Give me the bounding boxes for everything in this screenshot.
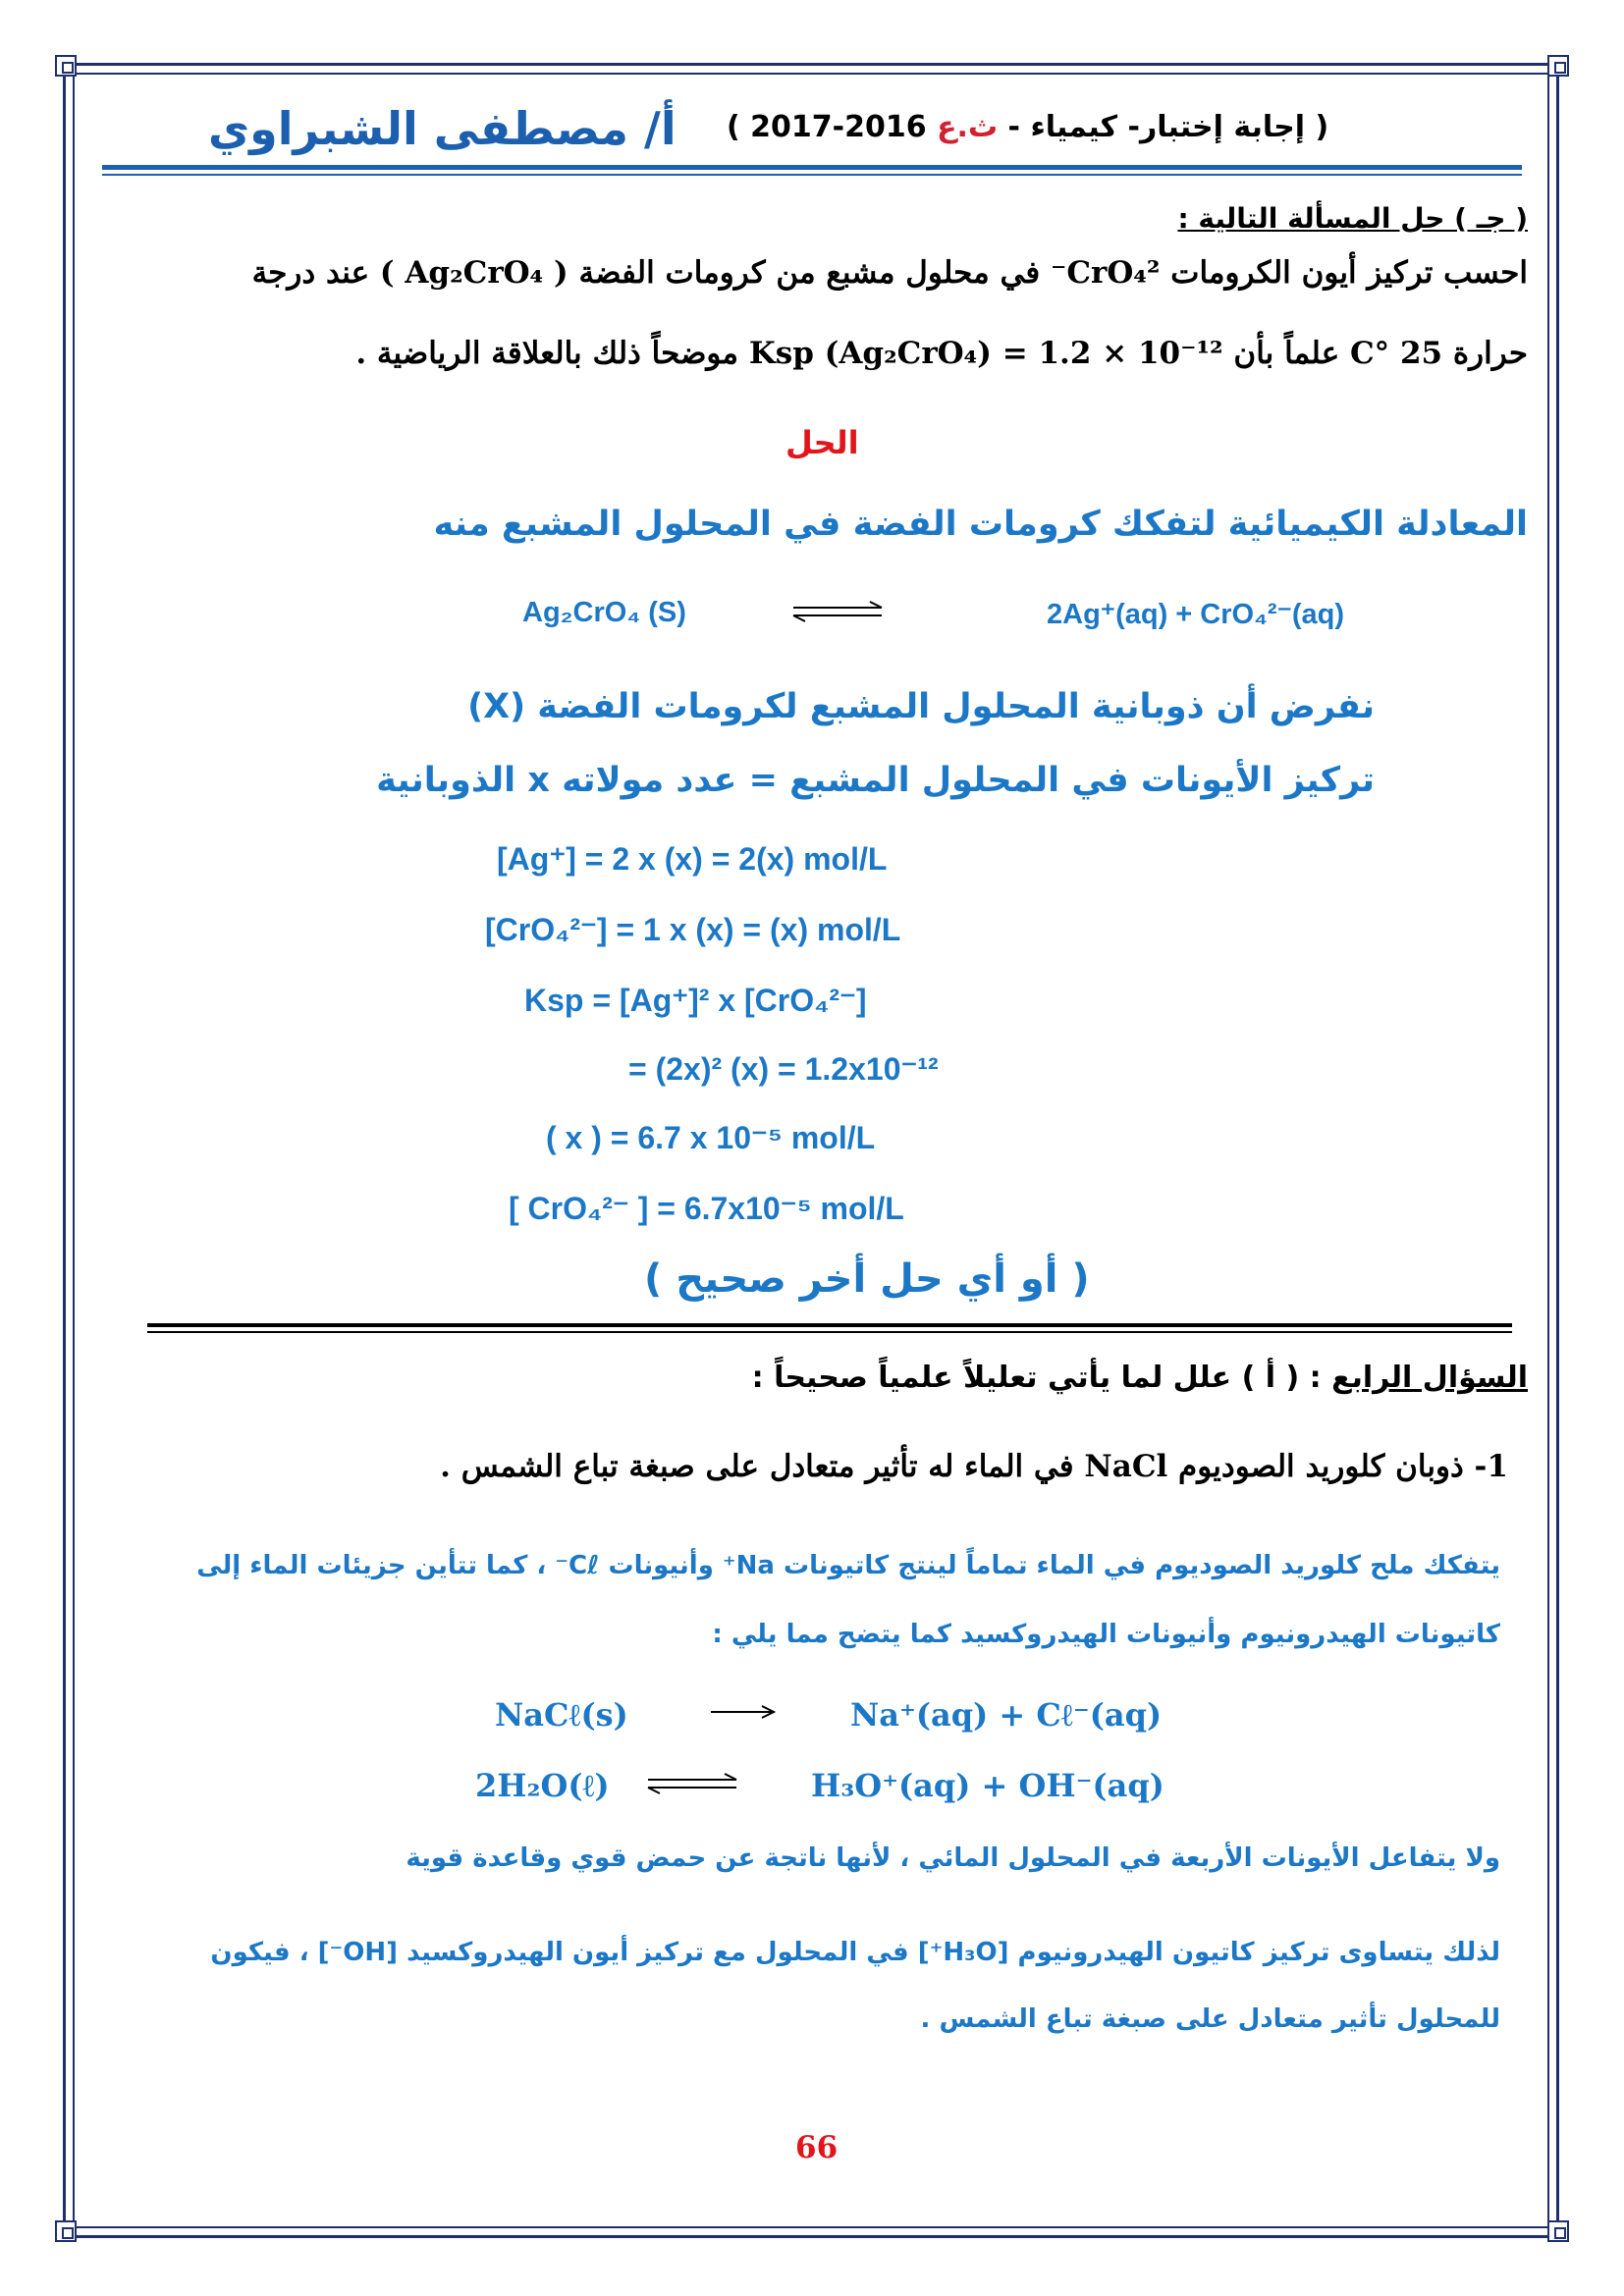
water-products: H₃O⁺(aq) + OH⁻(aq): [811, 1767, 1164, 1804]
assume-solubility: نفرض أن ذوبانية المحلول المشبع لكرومات الفضة (X): [467, 687, 1375, 726]
equilibrium-arrow-icon: [646, 1773, 740, 1794]
reaction-arrow-icon: [709, 1704, 778, 1720]
alternative-solution-note: ( أو أي حل أخر صحيح ): [644, 1256, 1090, 1302]
header-rule-thin: [102, 174, 1522, 176]
concentration-rule: تركيز الأيونات في المحلول المشبع = عدد مولاته x الذوبانية: [376, 761, 1375, 800]
question-4-label: السؤال الرابع: [1331, 1361, 1528, 1395]
question-c-line1: احسب تركيز أيون الكرومات CrO₄²⁻ في محلول مشبع من كرومات الفضة ( Ag₂CrO₄ ) عند درجة: [251, 255, 1528, 291]
nacl-products: Na⁺(aq) + Cℓ⁻(aq): [850, 1696, 1163, 1734]
corner-ornament-icon: [55, 2220, 77, 2242]
exam-title: [727, 110, 1328, 144]
section-separator: [147, 1323, 1512, 1327]
reaction-left: Ag₂CrO₄ (S): [522, 597, 686, 628]
author-name: أ/ مصطفى الشبراوي: [208, 102, 677, 155]
nacl-reactant: NaCℓ(s): [495, 1696, 628, 1734]
corner-ornament-icon: [1547, 2220, 1569, 2242]
solution-title: الحل: [785, 424, 859, 461]
question-4-instruction: : ( أ ) علل لما يأتي تعليلاً علمياً صحيحاً :: [751, 1361, 1332, 1395]
cro4-final: [ CrO₄²⁻ ] = 6.7x10⁻⁵ mol/L: [509, 1191, 904, 1226]
page-number: 66: [795, 2130, 839, 2165]
ksp-substitution: = (2x)² (x) = 1.2x10⁻¹²: [628, 1051, 939, 1087]
equation-title: المعادلة الكيميائية لتفكك كرومات الفضة في المحلول المشبع منه: [433, 505, 1528, 544]
explanation-line2: كاتيونات الهيدرونيوم وأنيونات الهيدروكسيد كما يتضح مما يلي :: [712, 1620, 1500, 1649]
explanation-line1: يتفكك ملح كلوريد الصوديوم في الماء تماماً لينتج كاتيونات Na⁺ وأنيونات Cℓ⁻ ، كما تتأين جزيئات الماء إلى: [196, 1551, 1500, 1580]
ag-concentration: [Ag⁺] = 2 x (x) = 2(x) mol/L: [497, 841, 888, 877]
question-4-item-1: 1- ذوبان كلوريد الصوديوم NaCl في الماء له تأثير متعادل على صبغة تباع الشمس .: [440, 1449, 1508, 1484]
x-value: ( x ) = 6.7 x 10⁻⁵ mol/L: [546, 1120, 876, 1155]
ksp-expression: Ksp = [Ag⁺]² x [CrO₄²⁻]: [524, 983, 867, 1018]
corner-ornament-icon: [55, 55, 77, 77]
header-rule: [102, 165, 1522, 170]
explanation-line4: لذلك يتساوى تركيز كاتيون الهيدرونيوم [H₃O⁺] في المحلول مع تركيز أيون الهيدروكسيد [OH⁻] ، فيكون: [210, 1938, 1500, 1967]
water-reactant: 2H₂O(ℓ): [475, 1767, 610, 1804]
reaction-right: 2Ag⁺(aq) + CrO₄²⁻(aq): [1047, 599, 1345, 630]
question-4-heading: [752, 1361, 1528, 1395]
explanation-line3: ولا يتفاعل الأيونات الأربعة في المحلول المائي ، لأنها ناتجة عن حمض قوي وقاعدة قوية: [406, 1843, 1500, 1873]
section-separator-thin: [147, 1331, 1512, 1333]
explanation-line5: للمحلول تأثير متعادل على صبغة تباع الشمس .: [920, 2004, 1500, 2034]
question-c-heading: ( جـ ) حل المسألة التالية :: [1177, 202, 1528, 235]
corner-ornament-icon: [1547, 55, 1569, 77]
cro4-concentration: [CrO₄²⁻] = 1 x (x) = (x) mol/L: [485, 912, 901, 947]
question-c-line2: حرارة 25 °C علماً بأن Ksp (Ag₂CrO₄) = 1.2 × 10⁻¹² موضحاً ذلك بالعلاقة الرياضية .: [355, 336, 1528, 371]
title-prefix: ( إجابة إختبار- كيمياء -: [998, 110, 1329, 144]
title-years: 2016-2017 ): [727, 110, 938, 144]
title-section: ث.ع: [937, 110, 999, 144]
equilibrium-arrow-icon: [791, 601, 886, 622]
